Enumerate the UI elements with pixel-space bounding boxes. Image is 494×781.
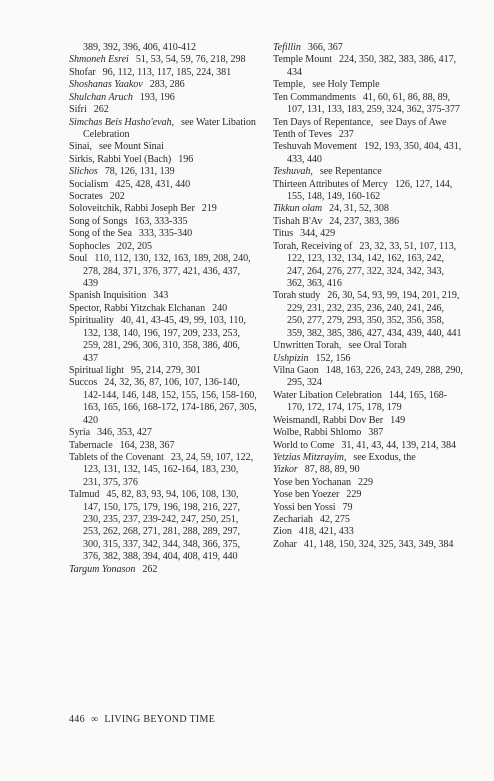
index-refs: 31, 41, 43, 44, 139, 214, 384 xyxy=(341,439,456,451)
index-term: Water Libation Celebration xyxy=(273,389,382,401)
index-term: Teshuvah, xyxy=(273,166,313,178)
index-refs: 425, 428, 431, 440 xyxy=(115,178,191,190)
index-refs: 23, 32, 33, 51, 107, 113, 122, 123, 132, 134, 142, 162, 163, 242, 247, 264, 276, 277, 322, 324, 342, 343, 362, 363, 416 xyxy=(287,240,457,290)
index-refs: 96, 112, 113, 117, 185, 224, 381 xyxy=(102,66,232,78)
index-term: Socialism xyxy=(69,178,109,190)
index-term: Slichos xyxy=(69,166,98,178)
index-term: Soul xyxy=(69,253,88,265)
index-entry xyxy=(69,365,257,377)
index-refs: see Oral Torah xyxy=(348,340,407,352)
index-term: Wolbe, Rabbi Shlomo xyxy=(273,427,362,439)
index-term: Simchas Beis Hasho'evah, xyxy=(69,116,174,128)
index-entry xyxy=(69,79,257,91)
index-refs: see Water Libation Celebration xyxy=(83,116,256,140)
index-refs: 163, 333-335 xyxy=(134,215,188,227)
index-refs: 346, 353, 427 xyxy=(97,427,152,439)
index-term: Ten Commandments xyxy=(273,91,356,103)
index-refs: 45, 82, 83, 93, 94, 106, 108, 130, 147, 150, 175, 179, 196, 198, 216, 227, 230, 235, 237, 239-242, 247, 250, 251, 253, 262, 268, 271, 281, 288, 289, 297, 300, 315, 337, 342, 344, 348, 366, 375, 376, 382, 388, 394, 404, 408, 419, 440 xyxy=(83,489,241,563)
index-refs: 24, 31, 52, 308 xyxy=(329,203,389,215)
index-entry xyxy=(69,303,257,315)
index-entry xyxy=(69,141,257,153)
index-term: Sirkis, Rabbi Yoel (Bach) xyxy=(69,153,172,165)
index-refs: 41, 148, 150, 324, 325, 343, 349, 384 xyxy=(303,538,454,550)
index-entry xyxy=(273,526,463,538)
index-entry xyxy=(273,42,463,54)
index-term: Torah study xyxy=(273,290,321,302)
index-entry xyxy=(273,353,463,365)
index-refs: 387 xyxy=(368,427,384,439)
index-entry xyxy=(273,92,463,117)
index-entry xyxy=(273,203,463,215)
index-term: Yizkor xyxy=(273,464,298,476)
index-refs: 202, 205 xyxy=(117,240,152,252)
index-term: Tefillin xyxy=(273,42,301,53)
index-entry xyxy=(273,54,463,79)
index-term: Zechariah xyxy=(273,514,313,526)
index-entry xyxy=(69,315,257,365)
index-term: Titus xyxy=(273,228,294,240)
index-entry xyxy=(69,92,257,104)
index-entry xyxy=(273,129,463,141)
index-entry xyxy=(69,104,257,116)
index-term: Soloveitchik, Rabbi Joseph Ber xyxy=(69,203,195,215)
index-entry xyxy=(69,452,257,489)
index-entry xyxy=(69,377,257,427)
running-title: LIVING BEYOND TIME xyxy=(104,714,216,725)
index-refs: 26, 30, 54, 93, 99, 194, 201, 219, 229, 231, 232, 235, 236, 240, 241, 246, 250, 277, 279, 293, 350, 352, 356, 358, 359, 382, 385, 386, 427, 434, 439, 440, 441 xyxy=(287,290,462,339)
index-entry xyxy=(69,117,257,142)
page-number: 446 xyxy=(69,714,85,725)
index-term: Unwritten Torah, xyxy=(273,340,342,352)
index-entry xyxy=(69,166,257,178)
index-term: Tikkun olam xyxy=(273,203,323,215)
index-term: Ushpizin xyxy=(273,352,309,364)
index-entry xyxy=(69,203,257,215)
index-entry xyxy=(273,179,463,204)
index-entry xyxy=(69,253,257,290)
index-entry xyxy=(273,502,463,514)
page-footer xyxy=(69,714,215,725)
index-term: Shulchan Aruch xyxy=(69,91,133,103)
index-refs: 23, 24, 59, 107, 122, 123, 131, 132, 145, 162-164, 183, 230, 231, 375, 376 xyxy=(83,451,254,488)
index-term: Temple, xyxy=(273,79,306,91)
index-term: Spirituality xyxy=(69,315,114,327)
index-refs: 389, 392, 396, 406, 410-412 xyxy=(83,42,197,53)
index-refs: 193, 196 xyxy=(139,91,175,103)
index-term: Temple Mount xyxy=(273,54,332,66)
index-term: Weismandl, Rabbi Dov Ber xyxy=(273,414,384,426)
index-refs: 283, 286 xyxy=(149,79,185,91)
index-term: Spiritual light xyxy=(69,364,125,376)
index-term: Shoshanas Yaakov xyxy=(69,79,143,91)
index-entry xyxy=(273,539,463,551)
index-term: Yetzias Mitzrayim, xyxy=(273,451,347,463)
index-refs: 224, 350, 382, 383, 386, 417, 434 xyxy=(287,54,457,78)
index-entry xyxy=(273,390,463,415)
index-term: Syria xyxy=(69,427,91,439)
index-refs: see Repentance xyxy=(319,166,382,178)
index-entry xyxy=(273,464,463,476)
index-term: Sophocles xyxy=(69,240,111,252)
index-term: World to Come xyxy=(273,439,335,451)
index-term: Torah, Receiving of xyxy=(273,240,353,252)
index-term: Spector, Rabbi Yitzchak Elchanan xyxy=(69,302,206,314)
index-refs: 192, 193, 350, 404, 431, 433, 440 xyxy=(287,141,462,165)
index-entry xyxy=(273,340,463,352)
index-entry xyxy=(273,514,463,526)
index-refs: 148, 163, 226, 243, 249, 288, 290, 295, 324 xyxy=(287,364,463,389)
index-refs: 366, 367 xyxy=(307,42,343,53)
index-entry xyxy=(273,452,463,464)
index-entry xyxy=(69,241,257,253)
index-entry xyxy=(273,290,463,340)
index-refs: 42, 275 xyxy=(319,514,350,526)
index-refs: 219 xyxy=(201,203,217,215)
index-term: Teshuvah Movement xyxy=(273,141,357,153)
index-term: Sifri xyxy=(69,104,87,116)
index-term: Spanish Inquisition xyxy=(69,290,147,302)
index-term: Zion xyxy=(273,526,292,538)
index-entry xyxy=(273,117,463,129)
index-refs: see Holy Temple xyxy=(312,79,380,91)
index-term: Ten Days of Repentance, xyxy=(273,116,374,128)
index-entry xyxy=(69,154,257,166)
index-entry xyxy=(69,67,257,79)
index-refs: 40, 41, 43-45, 49, 99, 103, 110, 132, 138, 140, 196, 197, 209, 233, 253, 259, 281, 296, 306, 310, 358, 386, 406, 437 xyxy=(83,315,246,364)
index-refs: 240 xyxy=(212,302,228,314)
index-entry xyxy=(69,440,257,452)
index-refs: 202 xyxy=(109,191,125,203)
index-entry xyxy=(273,440,463,452)
index-refs: 95, 214, 279, 301 xyxy=(131,364,201,376)
index-entry xyxy=(273,477,463,489)
index-entry xyxy=(273,166,463,178)
index-term: Targum Yonason xyxy=(69,563,136,575)
index-refs: 126, 127, 144, 155, 148, 149, 160-162 xyxy=(287,178,453,203)
index-term: Song of the Sea xyxy=(69,228,132,240)
index-entry xyxy=(69,216,257,228)
index-entry xyxy=(273,489,463,501)
index-entry xyxy=(273,427,463,439)
index-entry xyxy=(273,241,463,291)
index-refs: 164, 238, 367 xyxy=(119,439,175,451)
index-refs: 418, 421, 433 xyxy=(298,526,354,538)
index-term: Socrates xyxy=(69,191,103,203)
index-refs: 343 xyxy=(153,290,169,302)
index-refs: 333, 335-340 xyxy=(138,228,193,240)
index-refs: 152, 156 xyxy=(315,352,351,364)
index-entry xyxy=(69,191,257,203)
index-refs: 110, 112, 130, 132, 163, 189, 208, 240, 278, 284, 371, 376, 377, 421, 436, 437, 439 xyxy=(83,253,251,290)
index-column-right xyxy=(273,42,463,551)
index-term: Shmoneh Esrei xyxy=(69,54,129,66)
index-term: Tabernacle xyxy=(69,439,113,451)
index-refs: 144, 165, 168-170, 172, 174, 175, 178, 179 xyxy=(287,389,448,414)
index-term: Yose ben Yochanan xyxy=(273,476,352,488)
index-term: Shofar xyxy=(69,66,96,78)
index-refs: 51, 53, 54, 59, 76, 218, 298 xyxy=(135,54,246,66)
index-refs: 262 xyxy=(93,104,109,116)
index-term: Sinai, xyxy=(69,141,92,153)
index-term: Vilna Gaon xyxy=(273,364,319,376)
index-entry xyxy=(69,290,257,302)
index-refs: 344, 429 xyxy=(300,228,336,240)
index-entry xyxy=(273,141,463,166)
index-entry xyxy=(69,42,257,54)
index-refs: 262 xyxy=(142,563,158,575)
index-term: Yossi ben Yossi xyxy=(273,501,336,513)
index-refs: 24, 32, 36, 87, 106, 107, 136-140, 142-144, 146, 148, 152, 155, 156, 158-160, 163, 165, 166, 168-172, 174-186, 267, 305, 420 xyxy=(83,377,257,426)
index-entry xyxy=(69,564,257,576)
index-term: Talmud xyxy=(69,489,100,501)
index-term: Tishah B'Av xyxy=(273,215,323,227)
index-refs: 87, 88, 89, 90 xyxy=(304,464,360,476)
index-refs: 78, 126, 131, 139 xyxy=(104,166,175,178)
index-term: Yose ben Yoezer xyxy=(273,489,340,501)
index-refs: 149 xyxy=(390,414,406,426)
index-entry xyxy=(273,415,463,427)
index-refs: 229 xyxy=(346,489,362,501)
index-refs: see Days of Awe xyxy=(380,116,447,128)
index-refs: 237 xyxy=(338,128,354,140)
index-refs: 41, 60, 61, 86, 88, 89, 107, 131, 133, 183, 259, 324, 362, 375-377 xyxy=(287,91,460,116)
index-term: Zohar xyxy=(273,538,297,550)
index-refs: 229 xyxy=(358,476,374,488)
index-entry xyxy=(69,54,257,66)
index-entry xyxy=(69,179,257,191)
index-entry xyxy=(273,79,463,91)
index-term: Song of Songs xyxy=(69,215,128,227)
index-entry xyxy=(69,427,257,439)
index-refs: see Exodus, the xyxy=(353,451,416,463)
index-refs: 196 xyxy=(178,153,194,165)
index-entry xyxy=(69,489,257,564)
index-refs: 79 xyxy=(342,501,353,513)
ornament-icon: ∞ xyxy=(90,714,99,725)
index-entry xyxy=(69,228,257,240)
index-term: Tenth of Teves xyxy=(273,128,332,140)
index-term: Tablets of the Covenant xyxy=(69,451,164,463)
index-entry xyxy=(273,365,463,390)
index-term: Succos xyxy=(69,377,98,389)
index-entry xyxy=(273,216,463,228)
index-refs: 24, 237, 383, 386 xyxy=(329,215,400,227)
index-column-left xyxy=(69,42,257,576)
index-entry xyxy=(273,228,463,240)
index-term: Thirteen Attributes of Mercy xyxy=(273,178,388,190)
index-refs: see Mount Sinai xyxy=(98,141,164,153)
